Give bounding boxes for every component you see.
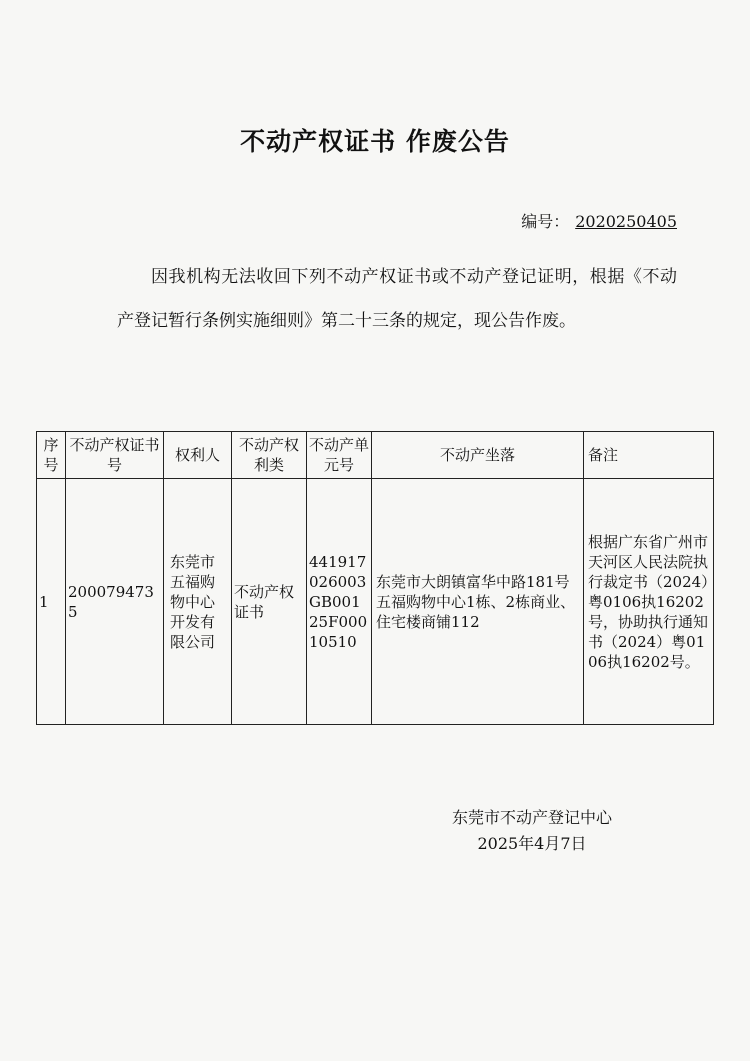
cell-right-type: 不动产权证书 — [232, 479, 307, 725]
table-row — [37, 479, 714, 725]
header-seq: 序号 — [37, 432, 66, 479]
cell-seq: 1 — [37, 479, 66, 725]
cell-remarks: 根据广东省广州市天河区人民法院执行裁定书（2024）粤0106执16202号，协助执行通知书（2024）粤0106执16202号。 — [584, 479, 714, 725]
table-header-row — [37, 432, 714, 479]
header-location: 不动产坐落 — [372, 432, 584, 479]
header-cert-no: 不动产权证书号 — [66, 432, 164, 479]
notice-body: 因我机构无法收回下列不动产权证书或不动产登记证明，根据《不动产登记暂行条例实施细则》第二十三条的规定，现公告作废。 — [117, 267, 677, 331]
signature-block — [452, 805, 612, 857]
header-remarks: 备注 — [584, 432, 714, 479]
document-number-label: 编号： — [521, 212, 570, 231]
header-owner: 权利人 — [164, 432, 232, 479]
header-right-type: 不动产权利类 — [232, 432, 307, 479]
signature-org: 东莞市不动产登记中心 — [452, 808, 613, 827]
voided-certificates-table — [36, 431, 714, 725]
document-number — [521, 209, 677, 232]
signature-date: 2025年4月7日 — [477, 834, 587, 853]
header-unit-no: 不动产单元号 — [307, 432, 372, 479]
cell-owner: 东莞市五福购物中心开发有限公司 — [164, 479, 232, 725]
notice-title: 不动产权证书 作废公告 — [240, 127, 510, 156]
document-number-value: 2020250405 — [575, 212, 677, 231]
cell-cert-no: 2000794735 — [66, 479, 164, 725]
cell-location: 东莞市大朗镇富华中路181号五福购物中心1栋、2栋商业、住宅楼商铺112 — [372, 479, 584, 725]
cell-unit-no: 441917026003GB00125F00010510 — [307, 479, 372, 725]
